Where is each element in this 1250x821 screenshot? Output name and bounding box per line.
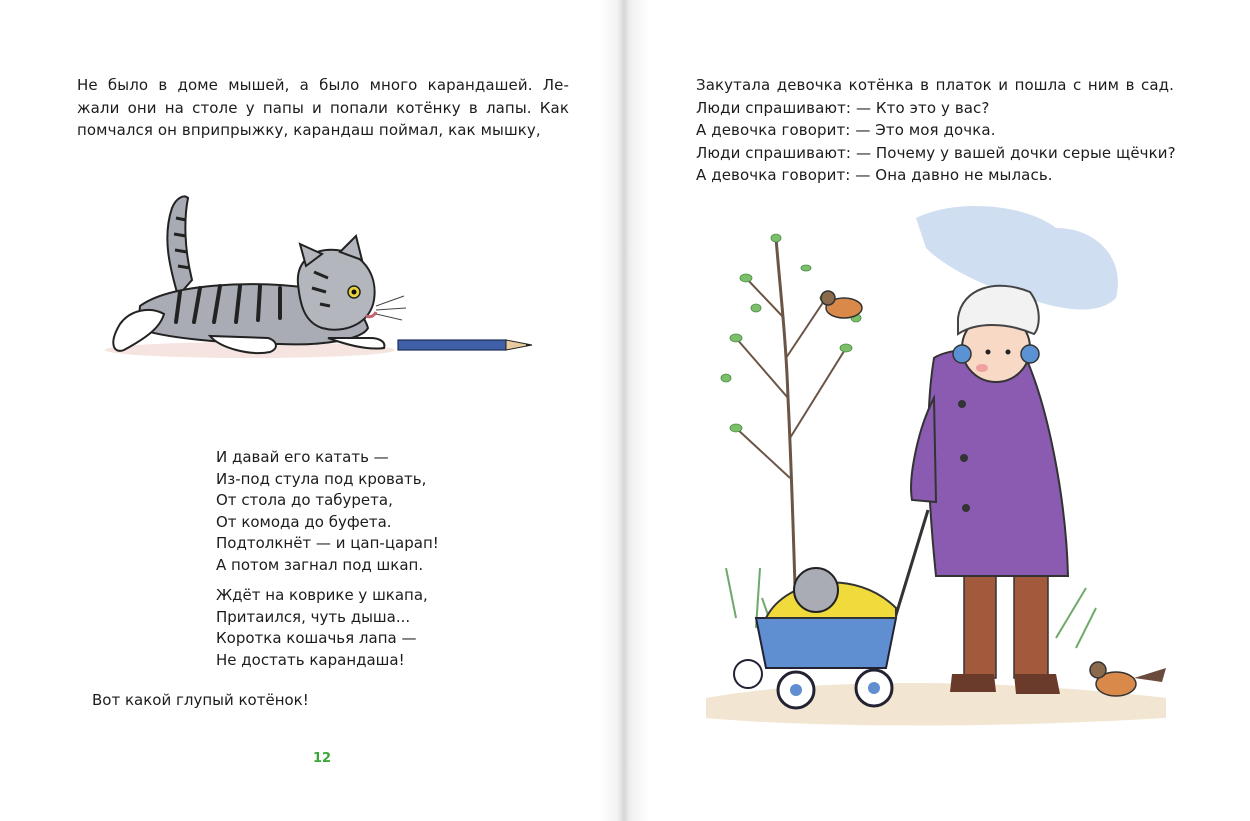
text-line: Не было в доме мышей, а было много карандашей. Ле- (77, 76, 569, 94)
verse-line: А потом загнал под шкап. (216, 555, 424, 574)
verse-line: От комода до буфета. (216, 512, 392, 531)
verse-line: Не достать карандаша! (216, 650, 405, 669)
verse-line: Притаился, чуть дыша... (216, 607, 411, 626)
page-number: 12 (313, 751, 332, 766)
text-line: жали они на столе у папы и попали котёнку в лапы. Как (77, 98, 569, 117)
kitten-pencil-illustration (100, 188, 550, 388)
verse-line: И давай его катать — (216, 448, 389, 466)
girl-with-pram-illustration (696, 198, 1216, 738)
left-page (0, 0, 622, 821)
verse-line: Коротка кошачья лапа — (216, 629, 417, 647)
book-spine-shadow (600, 0, 650, 821)
verse-line: Ждёт на коврике у шкапа, (216, 586, 428, 604)
text-line: Закутала девочка котёнка в платок и пошла с ним в сад. (696, 76, 1174, 94)
text-line: Люди спрашивают: — Кто это у вас? (696, 98, 990, 117)
stanza-1 (216, 447, 439, 576)
story-paragraph (696, 74, 1174, 187)
verse-line: От стола до табурета, (216, 491, 393, 509)
ending-line: Вот какой глупый котёнок! (92, 691, 309, 709)
text-line: Люди спрашивают: — Почему у вашей дочки серые щёчки? (696, 143, 1176, 162)
stanza-2 (216, 585, 428, 671)
intro-paragraph (77, 74, 569, 142)
text-line: помчался он вприпрыжку, карандаш поймал, как мышку, (77, 121, 541, 139)
verse-line: Подтолкнёт — и цап-царап! (216, 534, 439, 552)
text-line: А девочка говорит: — Это моя дочка. (696, 121, 996, 139)
verse-line: Из-под стула под кровать, (216, 469, 427, 488)
right-page (626, 0, 1250, 821)
text-line: А девочка говорит: — Она давно не мылась. (696, 166, 1053, 184)
